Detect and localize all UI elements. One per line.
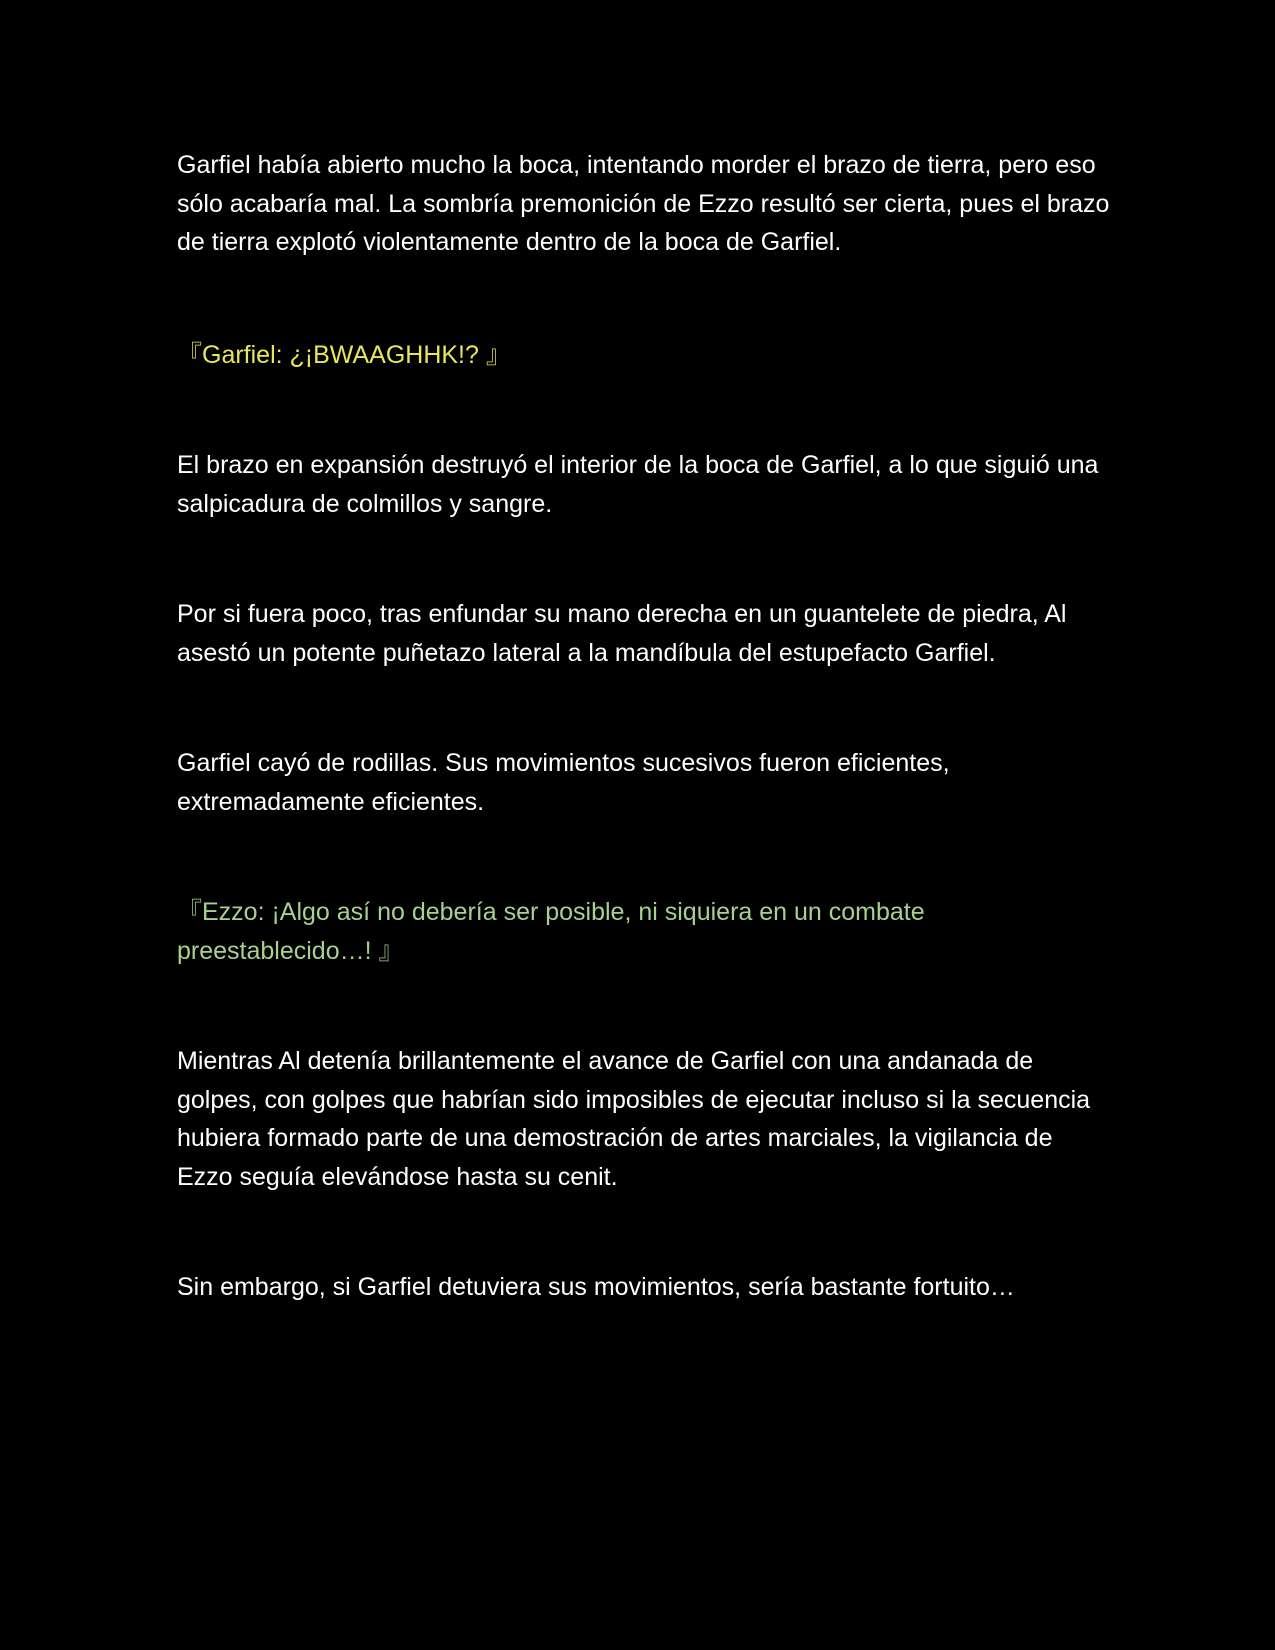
narration-paragraph: Garfiel cayó de rodillas. Sus movimientos sucesivos fueron eficientes, extremadamente eficientes.	[177, 749, 950, 816]
narration-paragraph: El brazo en expansión destruyó el interior de la boca de Garfiel, a lo que siguió una salpicadura de colmillos y sangre.	[177, 451, 1099, 518]
ezzo-dialog-line: 『Ezzo: ¡Algo así no debería ser posible, ni siquiera en un combate preestablecido…! 』	[177, 898, 925, 965]
narration-paragraph: Garfiel había abierto mucho la boca, intentando morder el brazo de tierra, pero eso sólo acabaría mal. La sombría premonición de Ezzo resultó ser cierta, pues el brazo de tierra explotó violentamente dentro de la boca de Garfiel.	[177, 151, 1110, 256]
narration-paragraph: Sin embargo, si Garfiel detuviera sus movimientos, sería bastante fortuito…	[177, 1273, 1015, 1301]
garfiel-dialog-line: 『Garfiel: ¿¡BWAAGHHK!? 』	[177, 340, 511, 369]
narration-paragraph: Mientras Al detenía brillantemente el avance de Garfiel con una andanada de golpes, con golpes que habrían sido imposibles de ejecutar incluso si la secuencia hubiera formado parte de una demostración de artes marciales, la vigilancia de Ezzo seguía elevándose hasta su cenit.	[177, 1047, 1091, 1191]
document-body	[177, 146, 1112, 1307]
narration-paragraph: Por si fuera poco, tras enfundar su mano derecha en un guantelete de piedra, Al asestó un potente puñetazo lateral a la mandíbula del estupefacto Garfiel.	[177, 600, 1067, 667]
